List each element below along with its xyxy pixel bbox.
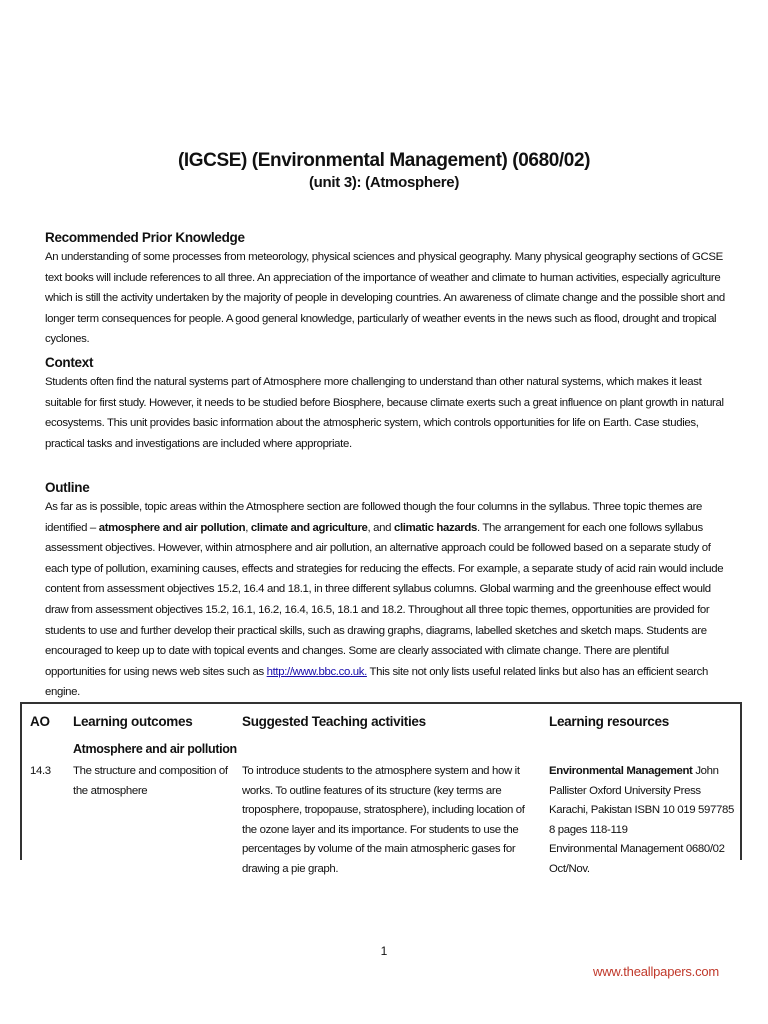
header-ao: AO [30,714,50,729]
prior-knowledge-text: An understanding of some processes from meteorology, physical sciences and physical geography. Many physical geography sections of GCSE text books will include references to all three. An appreciation of the importance of weather and climate to human activities, especially agriculture which is still the activity undertaken by the majority of people in developing countries. An awareness of climate change and the possible short and longer term consequences for people. A good general knowledge, particularly of weather events in the news such as flood, drought and tropical cyclones. [45,251,725,346]
page-number: 1 [380,944,388,958]
table-left-border [20,702,22,860]
bbc-link[interactable]: http://www.bbc.co.uk. [266,665,367,678]
context-heading: Context [45,355,94,370]
row-activity: To introduce students to the atmosphere system and how it works. To outline features of its structure (key terms are troposphere, tropopause, stratosphere), including location of the ozone layer and its importance. For students to use the percentages by volume of the main atmospheric gases for drawing a pie graph. [242,765,525,875]
context-section [45,355,725,454]
resource-title: Environmental Management [549,765,693,777]
outline-intro: As far as is possible, topic areas within the Atmosphere section are followed though the four columns in the syllabus. Three topic themes are identified – [45,501,703,534]
outline-separator-2: , and [367,521,394,534]
header-learning-resources: Learning resources [549,714,669,729]
row-resources [549,762,737,840]
resource-extra: Environmental Management 0680/02 Oct/Nov. [549,843,725,875]
outline-body: . The arrangement for each one follows syllabus assessment objectives. However, within atmosphere and air pollution, an alternative approach could be followed based on a separate study of each type of pollution, examining causes, effects and strategies for reducing the effects. For example, a separate study of acid rain would include content from assessment objectives 15.2, 16.4 and 18.1, in three different syllabus columns. Global warming and the greenhouse effect would draw from assessment objectives 15.2, 16.1, 16.2, 16.4, 16.5, 18.1 and 18.2. Throughout all three topic themes, opportunities are provided for students to use and further develop their practical skills, such as drawing graphs, diagrams, labelled sketches and sketch maps. Students are encouraged to keep up to date with topical events and changes. Some are clearly associated with climate change. There are plentiful opportunities for using news web sites such as [45,521,724,678]
outline-section [45,480,725,703]
outline-heading: Outline [45,480,90,495]
prior-knowledge-heading: Recommended Prior Knowledge [45,230,245,245]
outline-theme-hazards: climatic hazards [393,521,477,534]
prior-knowledge-section [45,230,725,350]
table-right-border [740,702,742,860]
header-learning-outcomes: Learning outcomes [73,714,193,729]
document-title: (IGCSE) (Environmental Management) (0680/02) [177,150,591,171]
outline-theme-atmosphere: atmosphere and air pollution [98,521,246,534]
table-top-border [20,702,742,704]
outline-separator-1: , [245,521,251,534]
row-ao: 14.3 [30,765,51,777]
header-teaching-activities: Suggested Teaching activities [242,714,426,729]
outline-tail: This site not only lists useful related links but also has an efficient search engine. [45,665,708,699]
website-footer: www.theallpapers.com [593,964,720,979]
outline-theme-climate: climate and agriculture [250,521,368,534]
theme-row-label: Atmosphere and air pollution [73,742,237,756]
context-text: Students often find the natural systems part of Atmosphere more challenging to understand than other natural systems, which makes it least suitable for first study. However, it needs to be studied before Biosphere, because climate exerts such a great influence on plant growth in natural ecosystems. This unit provides basic information about the atmospheric system, which controls opportunities for life on Earth. Case studies, practical tasks and investigations are included where appropriate. [45,376,724,450]
resource-text: John Pallister Oxford University Press Karachi, Pakistan ISBN 10 019 597785 8 pages 118-119 [549,765,734,836]
title-block [0,150,768,191]
document-subtitle: (unit 3): (Atmosphere) [308,174,460,191]
row-outcome: The structure and composition of the atmosphere [73,765,228,797]
outline-text [45,497,725,703]
